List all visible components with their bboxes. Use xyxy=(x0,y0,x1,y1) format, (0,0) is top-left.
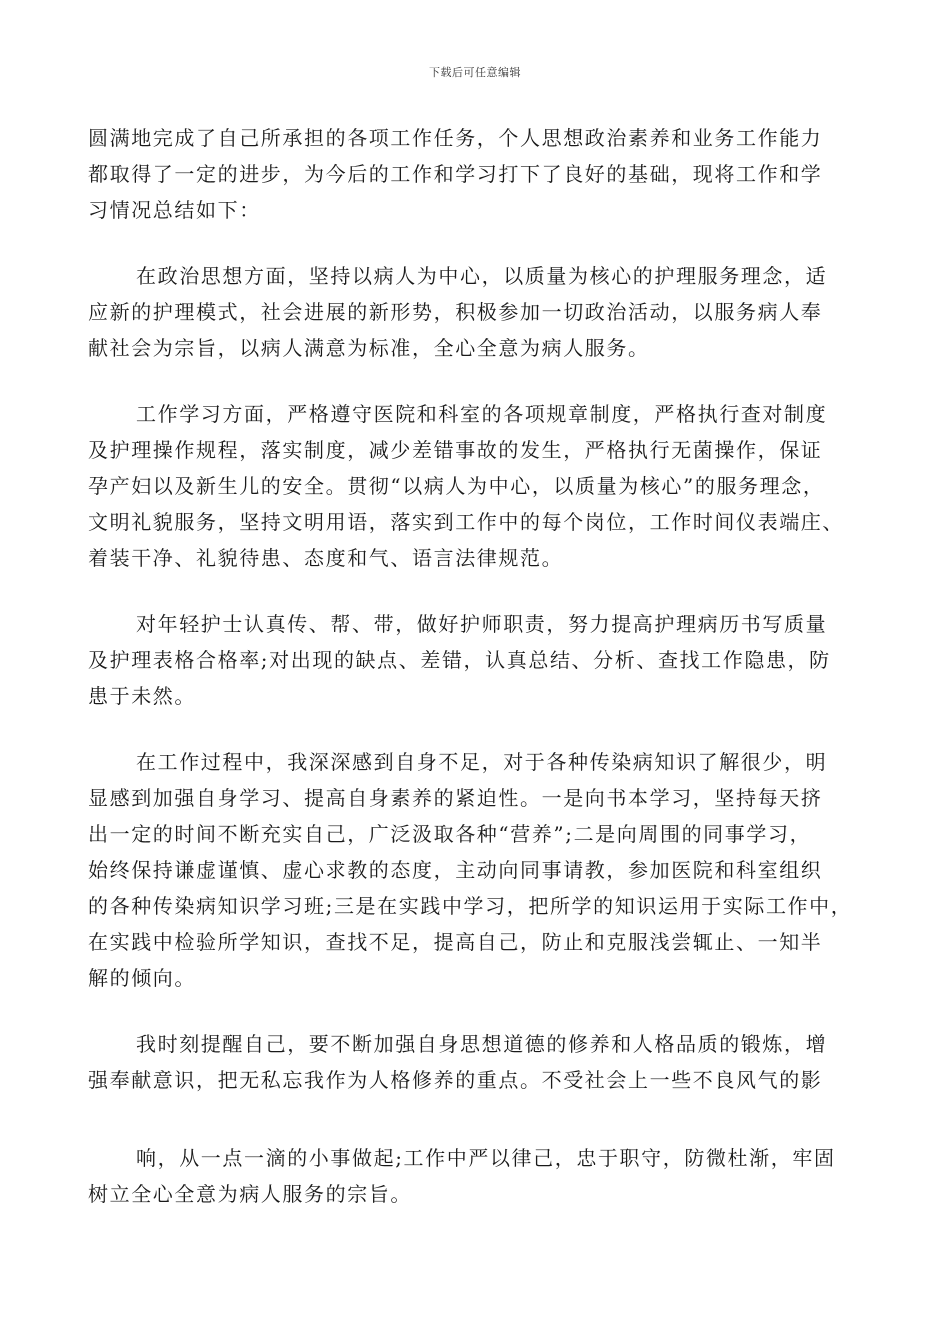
text-line: 在实践中检验所学知识，查找不足，提高自己，防止和克服浅尝辄止、一知半 xyxy=(88,930,823,954)
text-line: 在政治思想方面，坚持以病人为中心，以质量为核心的护理服务理念，适 xyxy=(136,264,828,288)
document-body xyxy=(88,120,864,1212)
text-line: 工作学习方面，严格遵守医院和科室的各项规章制度，严格执行查对制度 xyxy=(136,402,828,426)
text-line: 强奉献意识，把无私忘我作为人格修养的重点。不受社会上一些不良风气的影 xyxy=(88,1068,823,1092)
text-line: 在工作过程中，我深深感到自身不足，对于各种传染病知识了解很少，明 xyxy=(136,750,828,774)
text-line: 及护理表格合格率;对出现的缺点、差错，认真总结、分析、查找工作隐患，防 xyxy=(88,648,831,672)
text-line: 献社会为宗旨，以病人满意为标准，全心全意为病人服务。 xyxy=(88,336,650,360)
text-line: 孕产妇以及新生儿的安全。贯彻“以病人为中心，以质量为核心”的服务理念， xyxy=(88,474,825,498)
page-header: 下载后可任意编辑 xyxy=(429,66,521,79)
text-line: 及护理操作规程，落实制度，减少差错事故的发生，严格执行无菌操作，保证 xyxy=(88,438,823,462)
paragraph xyxy=(88,606,864,714)
text-line: 患于未然。 xyxy=(88,684,196,708)
text-line: 的各种传染病知识学习班;三是在实践中学习，把所学的知识运用于实际工作中， xyxy=(88,894,853,918)
text-line: 树立全心全意为病人服务的宗旨。 xyxy=(88,1182,412,1206)
text-line: 习情况总结如下： xyxy=(88,198,261,222)
paragraph xyxy=(88,1026,864,1098)
text-line: 我时刻提醒自己，要不断加强自身思想道德的修养和人格品质的锻炼，增 xyxy=(136,1032,828,1056)
text-line: 着装干净、礼貌待患、态度和气、语言法律规范。 xyxy=(88,546,564,570)
paragraph xyxy=(88,120,864,228)
text-line: 文明礼貌服务，坚持文明用语，落实到工作中的每个岗位，工作时间仪表端庄、 xyxy=(88,510,844,534)
paragraph xyxy=(88,396,864,576)
text-line: 应新的护理模式，社会进展的新形势，积极参加一切政治活动，以服务病人奉 xyxy=(88,300,823,324)
text-line: 对年轻护士认真传、帮、带，做好护师职责，努力提高护理病历书写质量 xyxy=(136,612,828,636)
text-line: 响，从一点一滴的小事做起;工作中严以律己，忠于职守，防微杜渐，牢固 xyxy=(136,1146,836,1170)
paragraph xyxy=(88,744,864,996)
paragraph xyxy=(88,258,864,366)
text-line: 显感到加强自身学习、提高自身素养的紧迫性。一是向书本学习，坚持每天挤 xyxy=(88,786,823,810)
paragraph xyxy=(88,1140,864,1212)
text-line: 都取得了一定的进步，为今后的工作和学习打下了良好的基础，现将工作和学 xyxy=(88,162,823,186)
text-line: 解的倾向。 xyxy=(88,966,196,990)
text-line: 圆满地完成了自己所承担的各项工作任务，个人思想政治素养和业务工作能力 xyxy=(88,126,823,150)
text-line: 始终保持谦虚谨慎、虚心求教的态度，主动向同事请教，参加医院和科室组织 xyxy=(88,858,823,882)
text-line: 出一定的时间不断充实自己，广泛汲取各种“营养”;二是向周围的同事学习， xyxy=(88,822,812,846)
